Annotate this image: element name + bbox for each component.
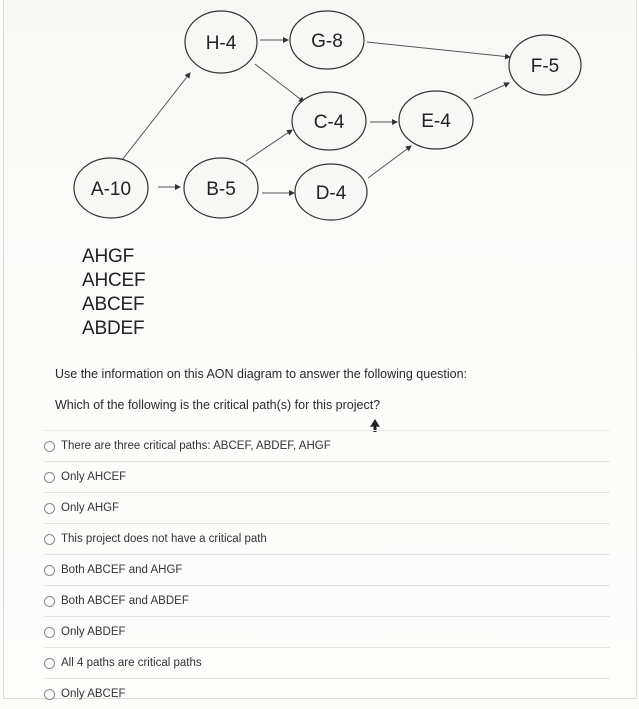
radio-button[interactable] [44, 596, 55, 607]
answer-options [44, 430, 610, 709]
node-a-label: A-10 [90, 179, 132, 200]
question-text: Which of the following is the critical path(s) for this project? [55, 398, 381, 412]
option-label: Only ABDEF [61, 626, 126, 638]
node-f-label: F-5 [530, 56, 560, 77]
path-item: ABCEF [82, 294, 145, 315]
path-list [82, 245, 145, 341]
node-b [184, 158, 258, 218]
radio-button[interactable] [44, 441, 55, 452]
node-d [295, 164, 367, 220]
radio-button[interactable] [44, 534, 55, 545]
edge-d-e [368, 146, 411, 178]
path-item: AHGF [82, 246, 134, 267]
node-e [399, 91, 473, 149]
option-no-critical-path[interactable] [44, 523, 610, 554]
node-b-label: B-5 [206, 179, 236, 200]
radio-button[interactable] [44, 472, 55, 483]
radio-button[interactable] [44, 627, 55, 638]
option-label: Only AHCEF [61, 471, 127, 483]
option-label: This project does not have a critical path [61, 533, 267, 545]
node-d-label: D-4 [315, 183, 347, 204]
option-label: Both ABCEF and ABDEF [61, 595, 189, 607]
node-c-label: C-4 [313, 112, 345, 133]
edge-b-c [246, 130, 292, 161]
option-only-abdef[interactable] [44, 616, 610, 647]
option-only-abcef[interactable] [44, 678, 610, 709]
node-h [185, 11, 257, 73]
option-abcef-and-ahgf[interactable] [44, 554, 610, 585]
option-only-ahgf[interactable] [44, 492, 610, 523]
node-e-label: E-4 [421, 111, 451, 132]
option-all-four-paths[interactable] [44, 647, 610, 678]
option-label: Only AHGF [61, 502, 120, 514]
instruction-text: Use the information on this AON diagram to answer the following question: [55, 367, 468, 381]
node-g [290, 11, 364, 69]
radio-button[interactable] [44, 565, 55, 576]
path-item: ABDEF [82, 318, 145, 339]
option-label: There are three critical paths: ABCEF, ABDEF, AHGF [61, 440, 331, 452]
node-g-label: G-8 [311, 31, 343, 52]
edge-g-f [367, 42, 510, 57]
edge-a-h [122, 73, 190, 160]
node-c [292, 92, 366, 150]
option-label: All 4 paths are critical paths [61, 657, 202, 669]
option-label: Only ABCEF [61, 688, 126, 700]
radio-button[interactable] [44, 503, 55, 514]
node-f [509, 35, 581, 95]
option-abcef-and-abdef[interactable] [44, 585, 610, 616]
path-item: AHCEF [82, 270, 146, 291]
option-three-critical-paths[interactable] [44, 430, 610, 461]
node-a [74, 158, 148, 218]
edge-e-f [474, 83, 509, 99]
option-label: Both ABCEF and AHGF [61, 564, 183, 576]
radio-button[interactable] [44, 658, 55, 669]
radio-button[interactable] [44, 689, 55, 700]
edge-h-c [255, 64, 304, 102]
option-only-ahcef[interactable] [44, 461, 610, 492]
node-h-label: H-4 [205, 33, 237, 54]
